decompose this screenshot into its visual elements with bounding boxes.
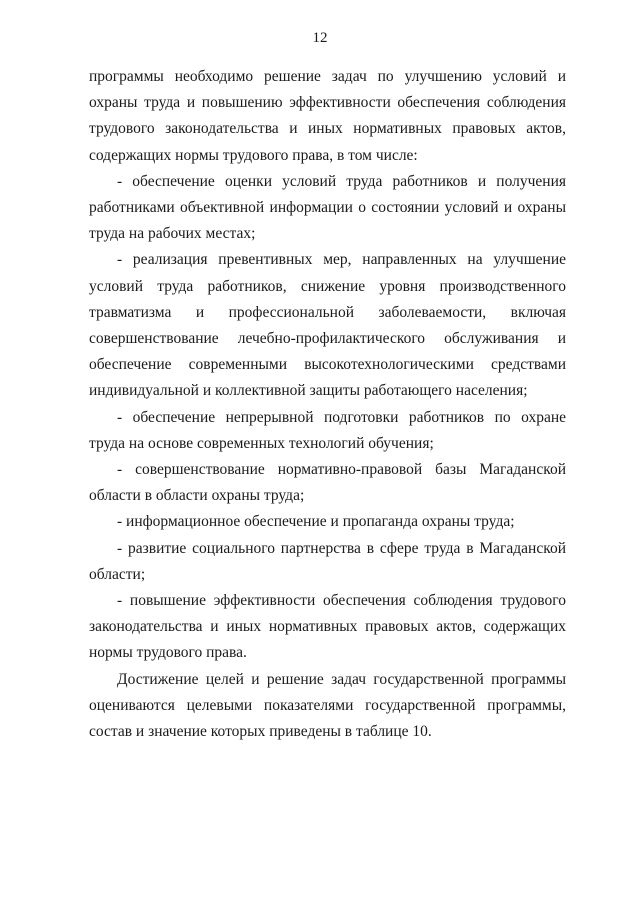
list-item-information-support: - информационное обеспечение и пропаганда охраны труда; xyxy=(117,513,515,531)
list-item-continuous-training: - обеспечение непрерывной подготовки работников по охране труда на основе современных технологий обучения; xyxy=(89,408,566,452)
page-number: 12 xyxy=(312,30,328,46)
list-item-working-conditions-assessment: - обеспечение оценки условий труда работников и получения работниками объективной информации о состоянии условий и охраны труда на рабочих местах; xyxy=(89,172,566,243)
document-body xyxy=(89,64,566,745)
list-item-compliance-efficiency: - повышение эффективности обеспечения соблюдения трудового законодательства и иных нормативных правовых актов, содержащих нормы трудового права. xyxy=(89,592,566,662)
list-item-preventive-measures: - реализация превентивных мер, направленных на улучшение условий труда работников, снижение уровня производственного травматизма и профессиональной заболеваемости, включая совершенствование лечебно-профилактического обслуживания и обеспечение современными высокотехнологическими средствами индивидуальной и коллективной защиты работающего населения; xyxy=(89,251,566,400)
paragraph-conclusion: Достижение целей и решение задач государственной программы оцениваются целевыми показателями государственной программы, состав и значение которых приведены в таблице 10. xyxy=(89,670,566,741)
list-item-regulatory-base: - совершенствование нормативно-правовой базы Магаданской области в области охраны труда; xyxy=(89,461,566,505)
list-item-social-partnership: - развитие социального партнерства в сфере труда в Магаданской области; xyxy=(89,539,566,583)
paragraph-intro: программы необходимо решение задач по улучшению условий и охраны труда и повышению эффективности обеспечения соблюдения трудового законодательства и иных нормативных правовых актов, содержащих нормы трудового права, в том числе: xyxy=(89,68,566,164)
